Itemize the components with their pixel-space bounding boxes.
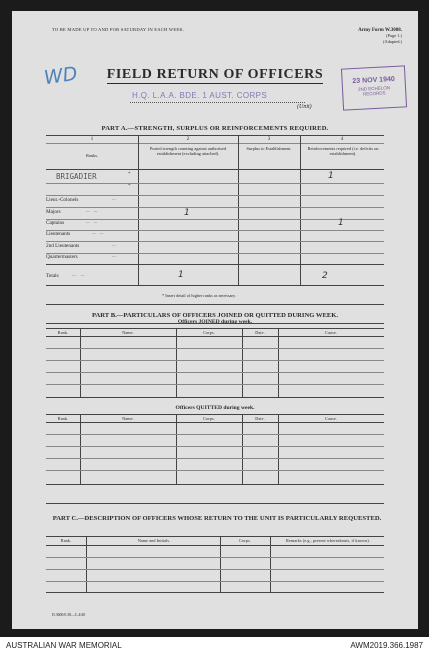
rank-dots: ... ... — [92, 231, 104, 236]
quitted-header-top — [46, 414, 384, 415]
unit-name-stamp: H.Q. L.A.A. BDE. 1 AUST. CORPS — [132, 91, 268, 100]
part-a-vline-3 — [300, 135, 301, 285]
rank-dots: ... — [112, 197, 116, 202]
form-title-text: FIELD RETURN OF OFFICERS — [106, 67, 324, 82]
part-a-bottom-rule — [46, 285, 384, 286]
unit-label: (Unit) — [297, 104, 312, 110]
reinf-captains: 1 — [338, 218, 344, 228]
rank-dots: ... — [112, 254, 116, 259]
joined-header-bottom — [46, 336, 384, 337]
unit-line — [130, 102, 305, 103]
part-c-row-rule — [46, 569, 384, 570]
caption-institution: AUSTRALIAN WAR MEMORIAL — [6, 641, 122, 650]
stamp-line-1: 2ND ECHELON — [357, 85, 391, 92]
col-number-4: 4 — [340, 137, 344, 142]
quitted-vline — [278, 414, 279, 484]
totals-posted: 1 — [178, 270, 184, 280]
part-b-heading: PART B.—PARTICULARS OF OFFICERS JOINED OR QUITTED DURING WEEK. — [91, 312, 339, 319]
part-c-header-top — [46, 536, 384, 537]
rank-asterisk: * — [128, 184, 131, 189]
rank-dots: ... — [112, 243, 116, 248]
army-form-code: Army Form W.3008. — [358, 28, 402, 33]
rank-majors: Majors — [46, 209, 61, 215]
part-c-vline — [270, 536, 271, 592]
form-instruction: TO BE MADE UP TO AND FOR SATURDAY IN EACH WEEK. — [52, 27, 185, 32]
quitted-col-corps: Corps. — [203, 416, 215, 421]
totals-label: Totals — [46, 273, 59, 279]
totals-reinforcements: 2 — [322, 271, 328, 281]
print-code: D.3600/0.38—C.4/40 — [52, 613, 86, 617]
rank-quartermasters: Quartermasters — [46, 254, 78, 260]
totals-dots: ... ... — [72, 273, 85, 278]
col-number-3: 3 — [267, 137, 271, 142]
row-rule — [46, 207, 384, 208]
col-number-1: 1 — [90, 137, 94, 142]
part-c-separator — [46, 503, 384, 504]
part-a-top-rule — [46, 135, 384, 136]
quitted-row-rule — [46, 446, 384, 447]
date-received-stamp — [341, 65, 407, 110]
part-c-col-corps: Corps. — [239, 538, 251, 543]
rank-asterisk: * — [128, 172, 131, 177]
quitted-col-rank: Rank. — [57, 416, 69, 421]
part-c-col-rank: Rank. — [60, 538, 72, 543]
part-c-heading: PART C.—DESCRIPTION OF OFFICERS WHOSE RETURN TO THE UNIT IS PARTICULARLY REQUESTED. — [52, 515, 382, 522]
form-page: (Page 1.) — [386, 33, 402, 39]
quitted-row-rule — [46, 458, 384, 459]
rank-lieut-colonels: Lieut.-Colonels — [46, 197, 79, 203]
col-header-posted: Posted strength counting against authorised establishment (excluding attached). — [149, 146, 227, 157]
joined-vline — [176, 328, 177, 397]
part-a-number-rule — [46, 143, 384, 144]
joined-vline — [80, 328, 81, 397]
rank-dots: ... ... — [86, 220, 98, 225]
part-c-col-remarks: Remarks (e.g., present whereabouts, if known). — [286, 538, 370, 543]
rank-dots: ... ... — [86, 209, 98, 214]
totals-rule — [46, 264, 384, 265]
handwritten-wd-annotation: WD — [42, 62, 79, 90]
part-a-vline-1 — [138, 135, 139, 285]
part-c-col-name: Name and Initials. — [137, 538, 171, 543]
quitted-col-date: Date. — [255, 416, 265, 421]
joined-col-corps: Corps. — [203, 330, 215, 335]
row-rule — [46, 253, 384, 254]
rank-2nd-lieutenants: 2nd Lieutenants — [46, 243, 80, 249]
row-rule — [46, 241, 384, 242]
part-c-row-rule — [46, 557, 384, 558]
part-a-footnote: * Insert detail of higher ranks as necessary. — [162, 293, 236, 298]
part-a-vline-2 — [238, 135, 239, 285]
quitted-row-rule — [46, 470, 384, 471]
document-sheet — [12, 11, 418, 629]
part-a-heading: PART A.—STRENGTH, SURPLUS OR REINFORCEMENTS REQUIRED. — [101, 125, 329, 132]
quitted-header-bottom — [46, 422, 384, 423]
joined-row-rule — [46, 372, 384, 373]
col-number-2: 2 — [186, 137, 190, 142]
quitted-title: Officers QUITTED during week. — [175, 405, 255, 411]
stamp-line-2: RECORDS — [362, 90, 386, 97]
part-c-bottom-rule — [46, 592, 384, 593]
part-c-row-rule — [46, 581, 384, 582]
quitted-vline — [176, 414, 177, 484]
form-revised: (Adapted.) — [383, 38, 402, 44]
part-a-header-rule — [46, 169, 384, 170]
quitted-vline — [80, 414, 81, 484]
quitted-vline — [242, 414, 243, 484]
joined-col-rank: Rank. — [57, 330, 69, 335]
joined-row-rule — [46, 384, 384, 385]
joined-vline — [242, 328, 243, 397]
rank-captains: Captains — [46, 220, 65, 226]
joined-bottom-rule — [46, 397, 384, 398]
row-rule — [46, 183, 384, 184]
row-rule — [46, 195, 384, 196]
joined-header-top — [46, 328, 384, 329]
quitted-col-name: Name. — [122, 416, 134, 421]
joined-title: Officers JOINED during week. — [177, 319, 253, 325]
part-c-vline — [220, 536, 221, 592]
army-form-number — [312, 27, 402, 44]
col-header-ranks: Ranks. — [85, 153, 99, 158]
part-c-vline — [86, 536, 87, 592]
col-header-reinforcements: Reinforcements required (i.e. deficits on establishment). — [307, 146, 379, 157]
caption-accession-number: AWM2019.366.1987 — [350, 641, 423, 650]
stamp-date: 23 NOV 1940 — [352, 75, 395, 86]
joined-col-date: Date. — [255, 330, 265, 335]
part-c-header-bottom — [46, 545, 384, 546]
joined-col-cause: Cause. — [325, 330, 337, 335]
joined-row-rule — [46, 360, 384, 361]
col-header-surplus: Surplus to Establishment. — [246, 146, 292, 151]
reinf-brigadier: 1 — [328, 171, 334, 181]
joined-vline — [278, 328, 279, 397]
posted-majors: 1 — [184, 208, 190, 218]
quitted-col-cause: Cause. — [325, 416, 337, 421]
quitted-row-rule — [46, 434, 384, 435]
rank-handwritten-brigadier: BRIGADIER — [56, 172, 97, 181]
joined-row-rule — [46, 348, 384, 349]
joined-col-name: Name. — [122, 330, 134, 335]
part-b-separator — [46, 304, 384, 305]
quitted-bottom-rule — [46, 484, 384, 485]
rank-lieutenants: Lieutenants — [46, 231, 71, 237]
